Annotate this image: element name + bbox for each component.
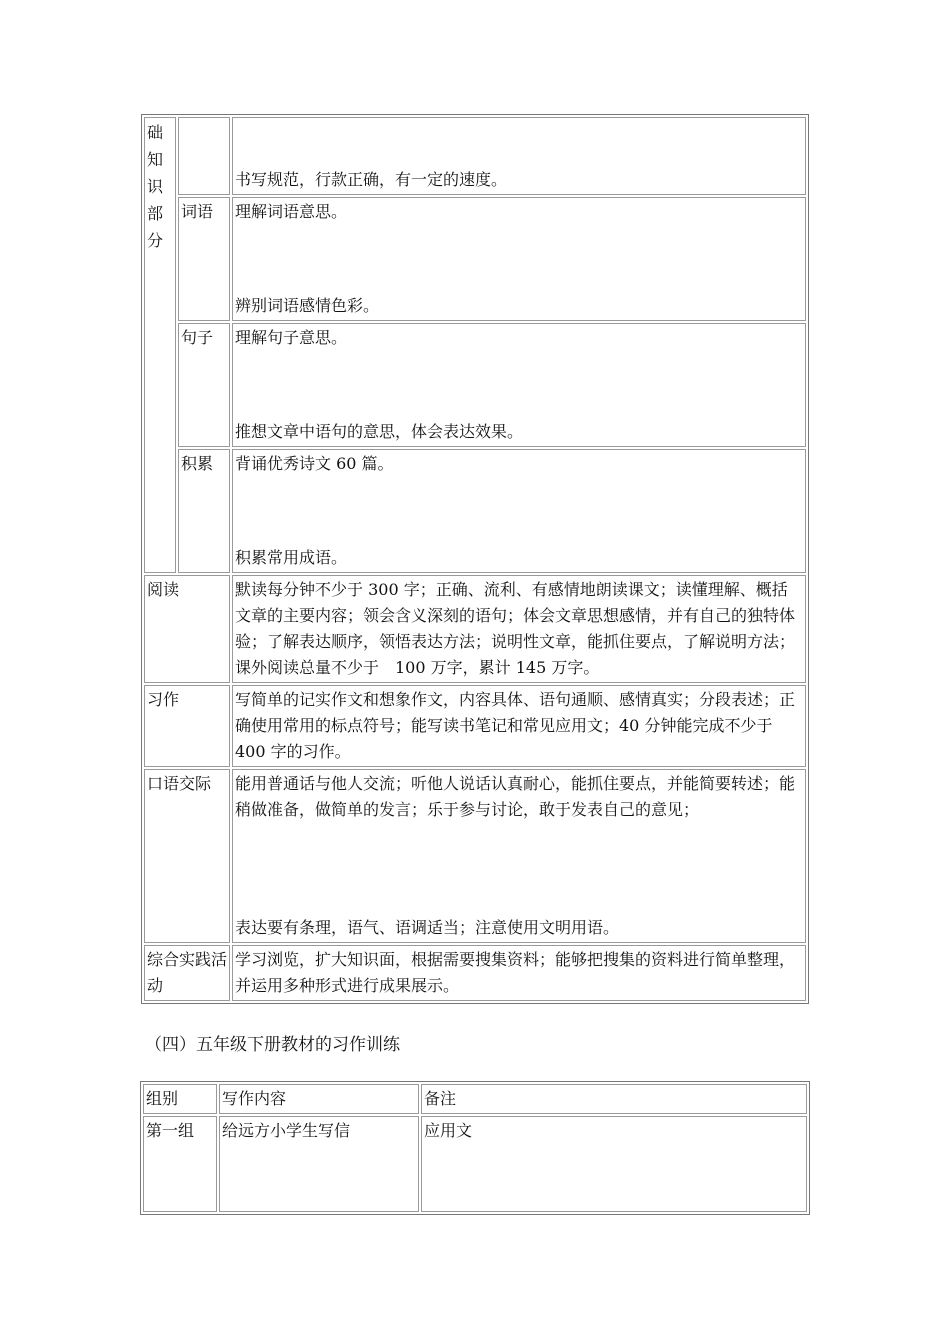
header-group: 组别 (143, 1084, 217, 1114)
curriculum-table (141, 114, 809, 1004)
sub-label: 句子 (181, 328, 214, 347)
oral-label: 口语交际 (147, 774, 212, 793)
content-line: 积累常用成语。 (235, 548, 348, 567)
content-cell (232, 197, 806, 321)
sub-label: 词语 (181, 202, 214, 221)
sub-label-cell (178, 449, 230, 573)
content-line: 背诵优秀诗文 60 篇。 (235, 454, 394, 473)
content-cell (232, 323, 806, 447)
section-title: （四）五年级下册教材的习作训练 (145, 1035, 400, 1055)
content-line: 推想文章中语句的意思，体会表达效果。 (235, 422, 524, 441)
oral-content-extra: 表达要有条理，语气、语调适当；注意使用文明用语。 (235, 918, 620, 937)
practice-label-cell (144, 945, 230, 1001)
reading-label-cell (144, 575, 230, 683)
sub-label: 积累 (181, 454, 214, 473)
writing-label-cell (144, 685, 230, 767)
section-label-cell (144, 117, 176, 573)
sub-label-cell (178, 197, 230, 321)
reading-content: 默读每分钟不少于 300 字；正确、流利、有感情地朗读课文；读懂理解、概括文章的主要内容；领会含义深刻的语句；体会文章思想感情，并有自己的独特体验；了解表达顺序，领悟表达方法；说明性文章，能抓住要点，了解说明方法；课外阅读总量不少于 100 万字，累计 145 万字。 (232, 575, 806, 683)
content-cell (232, 117, 806, 195)
content-cell (232, 449, 806, 573)
header-content: 写作内容 (219, 1084, 419, 1114)
oral-label-cell (144, 769, 230, 943)
row-group: 第一组 (143, 1116, 217, 1212)
oral-content-cell (232, 769, 806, 943)
row-notes: 应用文 (421, 1116, 807, 1212)
sub-label-cell (178, 323, 230, 447)
sub-label-cell (178, 117, 230, 195)
writing-content: 写简单的记实作文和想象作文，内容具体、语句通顺、感情真实；分段表述；正确使用常用的标点符号；能写读书笔记和常见应用文；40 分钟能完成不少于 400 字的习作。 (232, 685, 806, 767)
content-line: 理解句子意思。 (235, 328, 348, 347)
writing-label: 习作 (147, 690, 180, 709)
practice-label: 综合实践活动 (147, 950, 228, 995)
reading-label: 阅读 (147, 580, 180, 599)
row-content: 给远方小学生写信 (219, 1116, 419, 1212)
practice-content: 学习浏览，扩大知识面，根据需要搜集资料；能够把搜集的资料进行简单整理，并运用多种形式进行成果展示。 (232, 945, 806, 1001)
header-notes: 备注 (421, 1084, 807, 1114)
content-line: 辨别词语感情色彩。 (235, 296, 380, 315)
content-line: 理解词语意思。 (235, 202, 348, 221)
content-line: 书写规范，行款正确，有一定的速度。 (235, 170, 508, 189)
section-label: 础知识部分 (147, 123, 164, 250)
writing-training-table (140, 1081, 810, 1215)
oral-content-main: 能用普通话与他人交流；听他人说话认真耐心，能抓住要点，并能简要转述；能稍做准备，做简单的发言；乐于参与讨论，敢于发表自己的意见； (235, 774, 796, 819)
